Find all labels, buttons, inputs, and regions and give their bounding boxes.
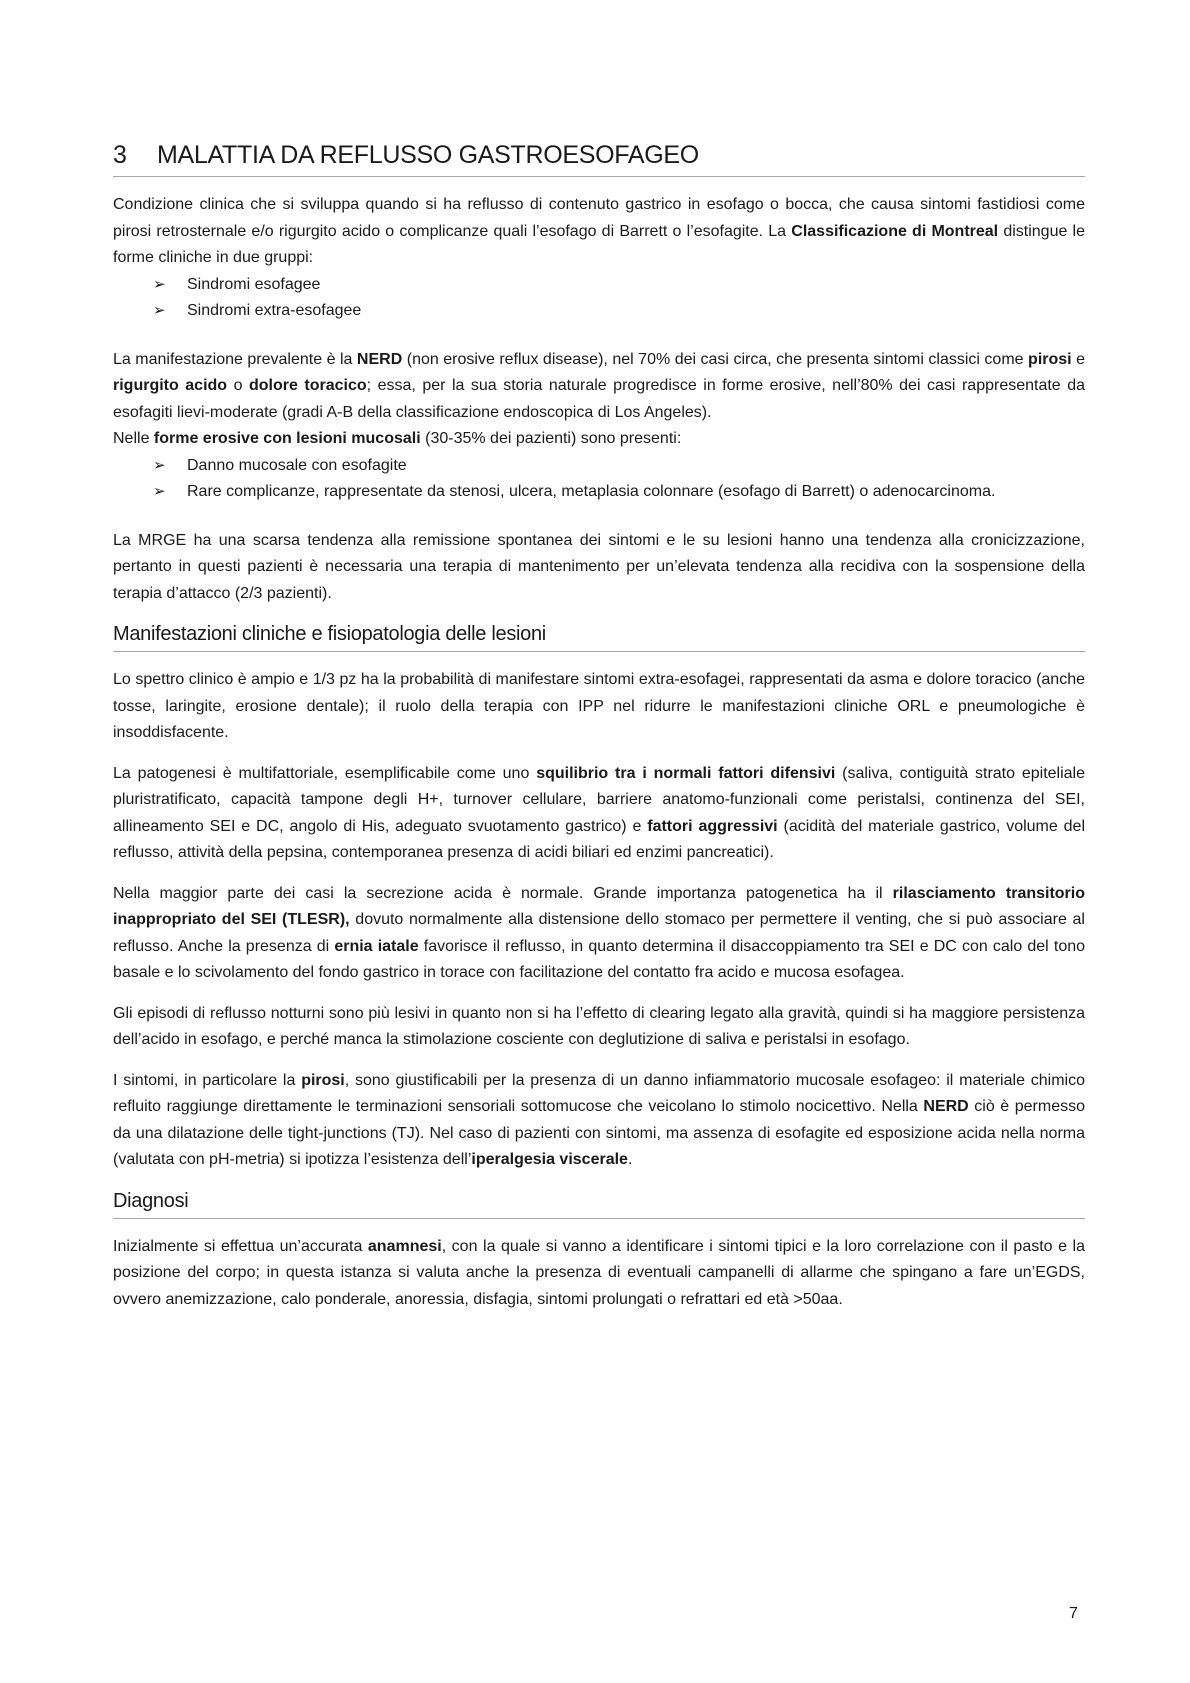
document-page [113, 140, 1085, 1313]
intro-paragraph-3: Nelle forme erosive con lesioni mucosali (30-35% dei pazienti) sono presenti: [113, 430, 682, 447]
section1-paragraph-5: I sintomi, in particolare la pirosi, sono giustificabili per la presenza di un danno infiammatorio mucosale esofageo: il materiale chimico refluito raggiunge direttamente le terminazioni sensoriali sottomucose che veicolano lo stimolo nocicettivo. Nella NERD ciò è permesso da una dilatazione delle tight-junctions (TJ). Nel caso di pazienti con sintomi, ma assenza di esofagite ed esposizione acida nella norma (valutata con pH-metria) si ipotizza l’esistenza dell’iperalgesia viscerale. [113, 1071, 1086, 1168]
arrowhead-icon: ➢ [153, 456, 166, 474]
list-item: ➢ Danno mucosale con esofagite [153, 453, 1085, 480]
section1-paragraph-1: Lo spettro clinico è ampio e 1/3 pz ha la probabilità di manifestare sintomi extra-esofagei, rappresentati da asma e dolore toracico (anche tosse, laringite, erosione dentale); il ruolo della terapia con IPP nel ridurre le manifestazioni cliniche ORL e pneumologiche è insoddisfacente. [113, 671, 1085, 741]
section1-paragraph-2: La patogenesi è multifattoriale, esemplificabile come uno squilibrio tra i normali fattori difensivi (saliva, contiguità strato epiteliale pluristratificato, capacità tampone degli H+, turnover cellulare, barriere anatomo-funzionali come peristalsi, continenza del SEI, allineamento SEI e DC, angolo di His, adeguato svuotamento gastrico) e fattori aggressivi (acidità del materiale gastrico, volume del reflusso, attività della pepsina, contemporanea presenza di acidi biliari ed enzimi pancreatici). [113, 764, 1086, 861]
erosive-forms-list [113, 453, 1085, 506]
list-item: ➢ Rare complicanze, rappresentate da stenosi, ulcera, metaplasia colonnare (esofago di Barrett) o adenocarcinoma. [153, 479, 1085, 506]
page-number: 7 [1069, 1605, 1078, 1622]
chapter-title-text: MALATTIA DA REFLUSSO GASTROESOFAGEO [157, 141, 699, 169]
intro-paragraph-1: Condizione clinica che si sviluppa quando si ha reflusso di contenuto gastrico in esofago o bocca, che causa sintomi fastidiosi come pirosi retrosternale e/o rigurgito acido o complicanze quali l’esofago di Barrett o l’esofagite. La Classificazione di Montreal distingue le forme cliniche in due gruppi: [113, 196, 1086, 266]
arrowhead-icon: ➢ [153, 302, 166, 319]
section-title-manifestazioni: Manifestazioni cliniche e fisiopatologia delle lesioni [113, 621, 1085, 652]
section2-paragraph-1: Inizialmente si effettua un’accurata anamnesi, con la quale si vanno a identificare i sintomi tipici e la loro correlazione con il pasto e la posizione del corpo; in questa istanza si valuta anche la presenza di eventuali campanelli di allarme che spingano a fare un’EGDS, ovvero anemizzazione, calo ponderale, anoressia, disfagia, sintomi prolungati o refrattari ed età >50aa. [113, 1237, 1086, 1308]
arrowhead-icon: ➢ [153, 483, 166, 500]
list-item: ➢ Sindromi extra-esofagee [153, 298, 1085, 325]
intro-paragraph-2: La manifestazione prevalente è la NERD (non erosive reflux disease), nel 70% dei casi circa, che presenta sintomi classici come pirosi e rigurgito acido o dolore toracico; essa, per la sua storia naturale progredisce in forme erosive, nell’80% dei casi rappresentate da esofagiti lievi-moderate (gradi A-B della classificazione endoscopica di Los Angeles). [113, 350, 1086, 421]
syndrome-list [113, 272, 1085, 325]
section1-paragraph-4: Gli episodi di reflusso notturni sono più lesivi in quanto non si ha l’effetto di clearing legato alla gravità, quindi si ha maggiore persistenza dell’acido in esofago, e perché manca la stimolazione cosciente con deglutizione di saliva e peristalsi in esofago. [113, 1004, 1085, 1048]
section-title-diagnosi: Diagnosi [113, 1188, 1085, 1219]
list-item: ➢ Sindromi esofagee [153, 272, 1085, 299]
section1-paragraph-3: Nella maggior parte dei casi la secrezione acida è normale. Grande importanza patogenetica ha il rilasciamento transitorio inappropriato del SEI (TLESR), dovuto normalmente alla distensione dello stomaco per permettere il venting, che si può associare al reflusso. Anche la presenza di ernia iatale favorisce il reflusso, in quanto determina il disaccoppiamento tra SEI e DC con calo del tono basale e lo scivolamento del fondo gastrico in torace con facilitazione del contatto fra acido e mucosa esofagea. [113, 884, 1086, 981]
chapter-number: 3 [113, 141, 127, 169]
intro-paragraph-4: La MRGE ha una scarsa tendenza alla remissione spontanea dei sintomi e le su lesioni hanno una tendenza alla cronicizzazione, pertanto in questi pazienti è necessaria una terapia di mantenimento per un’elevata tendenza alla recidiva con la sospensione della terapia d’attacco (2/3 pazienti). [113, 531, 1085, 602]
arrowhead-icon: ➢ [153, 275, 166, 293]
chapter-title [113, 140, 1085, 177]
